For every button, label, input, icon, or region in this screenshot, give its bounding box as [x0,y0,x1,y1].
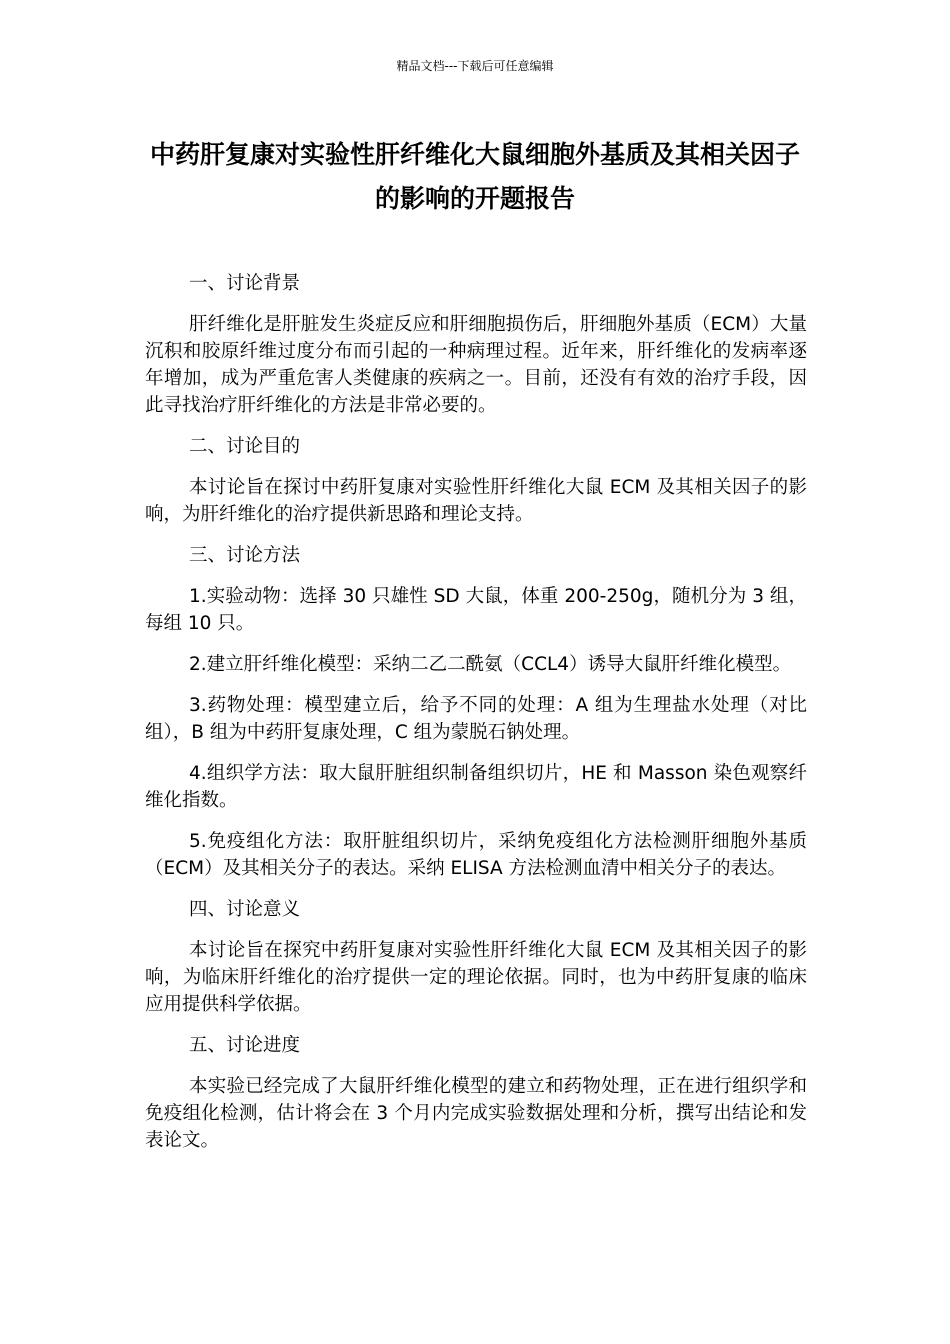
method-item-animals: 1.实验动物：选择 30 只雄性 SD 大鼠，体重 200-250g，随机分为 3 组，每组 10 只。 [145,586,807,634]
section-heading-background: 一、讨论背景 [189,273,301,294]
section-heading-progress: 五、讨论进度 [189,1035,301,1056]
section-heading-purpose: 二、讨论目的 [189,436,301,457]
method-item-model: 2.建立肝纤维化模型：采纳二乙二酰氨（CCL4）诱导大鼠肝纤维化模型。 [189,654,792,675]
document-body [145,270,807,1168]
header-note: 精品文档---下载后可任意编辑 [396,59,554,73]
section-text-background: 肝纤维化是肝脏发生炎症反应和肝细胞损伤后，肝细胞外基质（ECM）大量沉积和胶原纤维过度分布而引起的一种病理过程。近年来，肝纤维化的发病率逐年增加，成为严重危害人类健康的疾病之一。目前，还没有有效的治疗手段，因此寻找治疗肝纤维化的方法是非常必要的。 [145,314,807,416]
section-text-significance: 本讨论旨在探究中药肝复康对实验性肝纤维化大鼠 ECM 及其相关因子的影响，为临床肝纤维化的治疗提供一定的理论依据。同时，也为中药肝复康的临床应用提供科学依据。 [145,940,807,1015]
method-item-histology: 4.组织学方法：取大鼠肝脏组织制备组织切片，HE 和 Masson 染色观察纤维化指数。 [145,763,807,811]
section-text-progress: 本实验已经完成了大鼠肝纤维化模型的建立和药物处理，正在进行组织学和免疫组化检测，估计将会在 3 个月内完成实验数据处理和分析，撰写出结论和发表论文。 [145,1076,807,1151]
method-item-immunohistochemistry: 5.免疫组化方法：取肝脏组织切片，采纳免疫组化方法检测肝细胞外基质（ECM）及其相关分子的表达。采纳 ELISA 方法检测血清中相关分子的表达。 [145,831,807,879]
section-heading-significance: 四、讨论意义 [189,899,301,920]
section-heading-methods: 三、讨论方法 [189,545,301,566]
method-item-drug-treatment: 3.药物处理：模型建立后，给予不同的处理：A 组为生理盐水处理（对比组），B 组为中药肝复康处理，C 组为蒙脱石钠处理。 [145,695,807,743]
section-text-purpose: 本讨论旨在探讨中药肝复康对实验性肝纤维化大鼠 ECM 及其相关因子的影响，为肝纤维化的治疗提供新思路和理论支持。 [145,477,807,525]
document-title: 中药肝复康对实验性肝纤维化大鼠细胞外基质及其相关因子的影响的开题报告 [149,140,800,213]
